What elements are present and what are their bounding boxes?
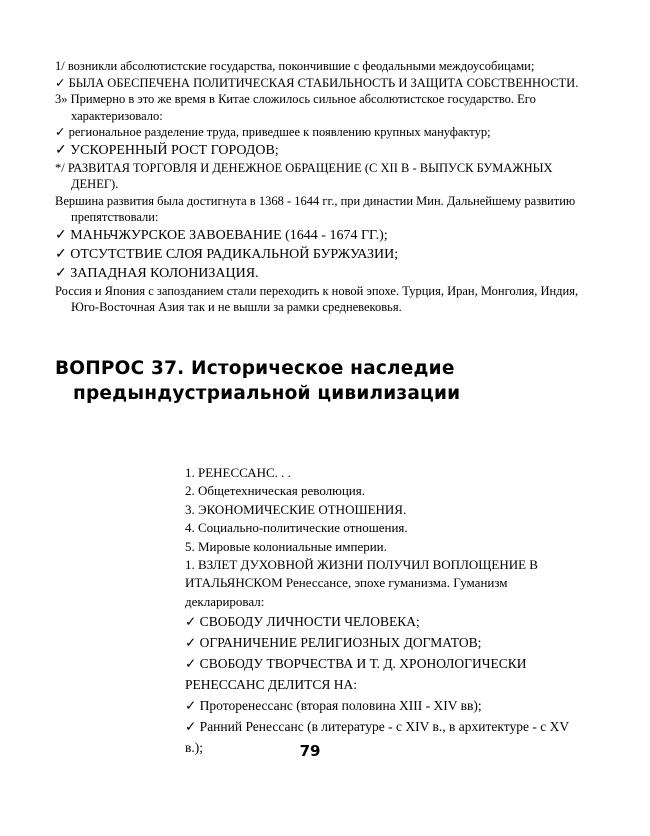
- top-text-block: [55, 58, 600, 316]
- bullet-city-growth: ✓ УСКОРЕННЫЙ РОСТ ГОРОДОВ;: [55, 142, 279, 158]
- paragraph-china: 3» Примерно в это же время в Китае сложилось сильное абсолютистское государство. Его характеризовало:: [55, 92, 536, 123]
- bullet-political-stability: ✓ БЫЛА ОБЕСПЕЧЕНА ПОЛИТИЧЕСКАЯ СТАБИЛЬНОСТЬ И ЗАЩИТА СОБСТВЕННОСТИ.: [55, 75, 579, 90]
- outline-item-renaissance: 1. РЕНЕССАНС. . .: [185, 465, 291, 480]
- outline-item-tech-revolution: 2. Общетехническая революция.: [185, 483, 365, 499]
- outline-item-colonial-empires: 5. Мировые колониальные империи.: [185, 538, 387, 554]
- bullet-religious-limits: ✓ ОГРАНИЧЕНИЕ РЕЛИГИОЗНЫХ ДОГМАТОВ;: [185, 635, 482, 651]
- section-heading: [55, 356, 615, 406]
- paragraph-spiritual-rise: 1. ВЗЛЕТ ДУХОВНОЙ ЖИЗНИ ПОЛУЧИЛ ВОПЛОЩЕНИЕ В ИТАЛЬЯНСКОМ Ренессансе, эпохе гуманизма. Гуманизм декларировал:: [185, 557, 538, 609]
- bullet-regional-labor: ✓ региональное разделение труда, приведшее к появлению крупных мануфактур;: [55, 125, 491, 139]
- bullet-early-renaissance: ✓ Ранний Ренессанс (в литературе - с XIV в., в архитектуре - с XV в.);: [185, 719, 569, 756]
- paragraph-absolutist-states: 1/ возникли абсолютистские государства, покончившие с феодальными междоусобицами;: [55, 59, 535, 73]
- outline-item-social-political: 4. Социально-политические отношения.: [185, 520, 408, 536]
- bullet-proto-renaissance: ✓ Проторенессанс (вторая половина XIII - XIV вв);: [185, 698, 482, 714]
- bullet-bourgeoisie: ✓ ОТСУТСТВИЕ СЛОЯ РАДИКАЛЬНОЙ БУРЖУАЗИИ;: [55, 246, 399, 262]
- outline-item-economy: 3. ЭКОНОМИЧЕСКИЕ ОТНОШЕНИЯ.: [185, 501, 407, 517]
- heading-line-1: ВОПРОС 37. Историческое наследие: [55, 358, 455, 379]
- page-number: 79: [299, 742, 321, 760]
- outline-block: [185, 464, 575, 758]
- heading-line-2: предындустриальной цивилизации: [73, 383, 461, 404]
- bullet-colonization: ✓ ЗАПАДНАЯ КОЛОНИЗАЦИЯ.: [55, 265, 259, 281]
- bullet-creative-freedom: ✓ СВОБОДУ ТВОРЧЕСТВА И Т. Д. ХРОНОЛОГИЧЕСКИ РЕНЕССАНС ДЕЛИТСЯ НА:: [185, 656, 527, 693]
- paragraph-ming: Вершина развития была достигнута в 1368 - 1644 гг., при династии Мин. Дальнейшему развитию препятствовали:: [55, 193, 576, 224]
- bullet-personal-freedom: ✓ СВОБОДУ ЛИЧНОСТИ ЧЕЛОВЕКА;: [185, 614, 420, 630]
- bullet-manchu: ✓ МАНЬЧЖУРСКОЕ ЗАВОЕВАНИЕ (1644 - 1674 ГГ.);: [55, 227, 388, 243]
- paragraph-russia-japan: Россия и Япония с запозданием стали переходить к новой эпохе. Турция, Иран, Монголия, Индия, Юго-Восточная Азия так и не вышли за рамки средневековья.: [55, 283, 579, 314]
- bullet-trade: */ РАЗВИТАЯ ТОРГОВЛЯ И ДЕНЕЖНОЕ ОБРАЩЕНИЕ (С XII В - ВЫПУСК БУМАЖНЫХ ДЕНЕГ).: [55, 160, 553, 191]
